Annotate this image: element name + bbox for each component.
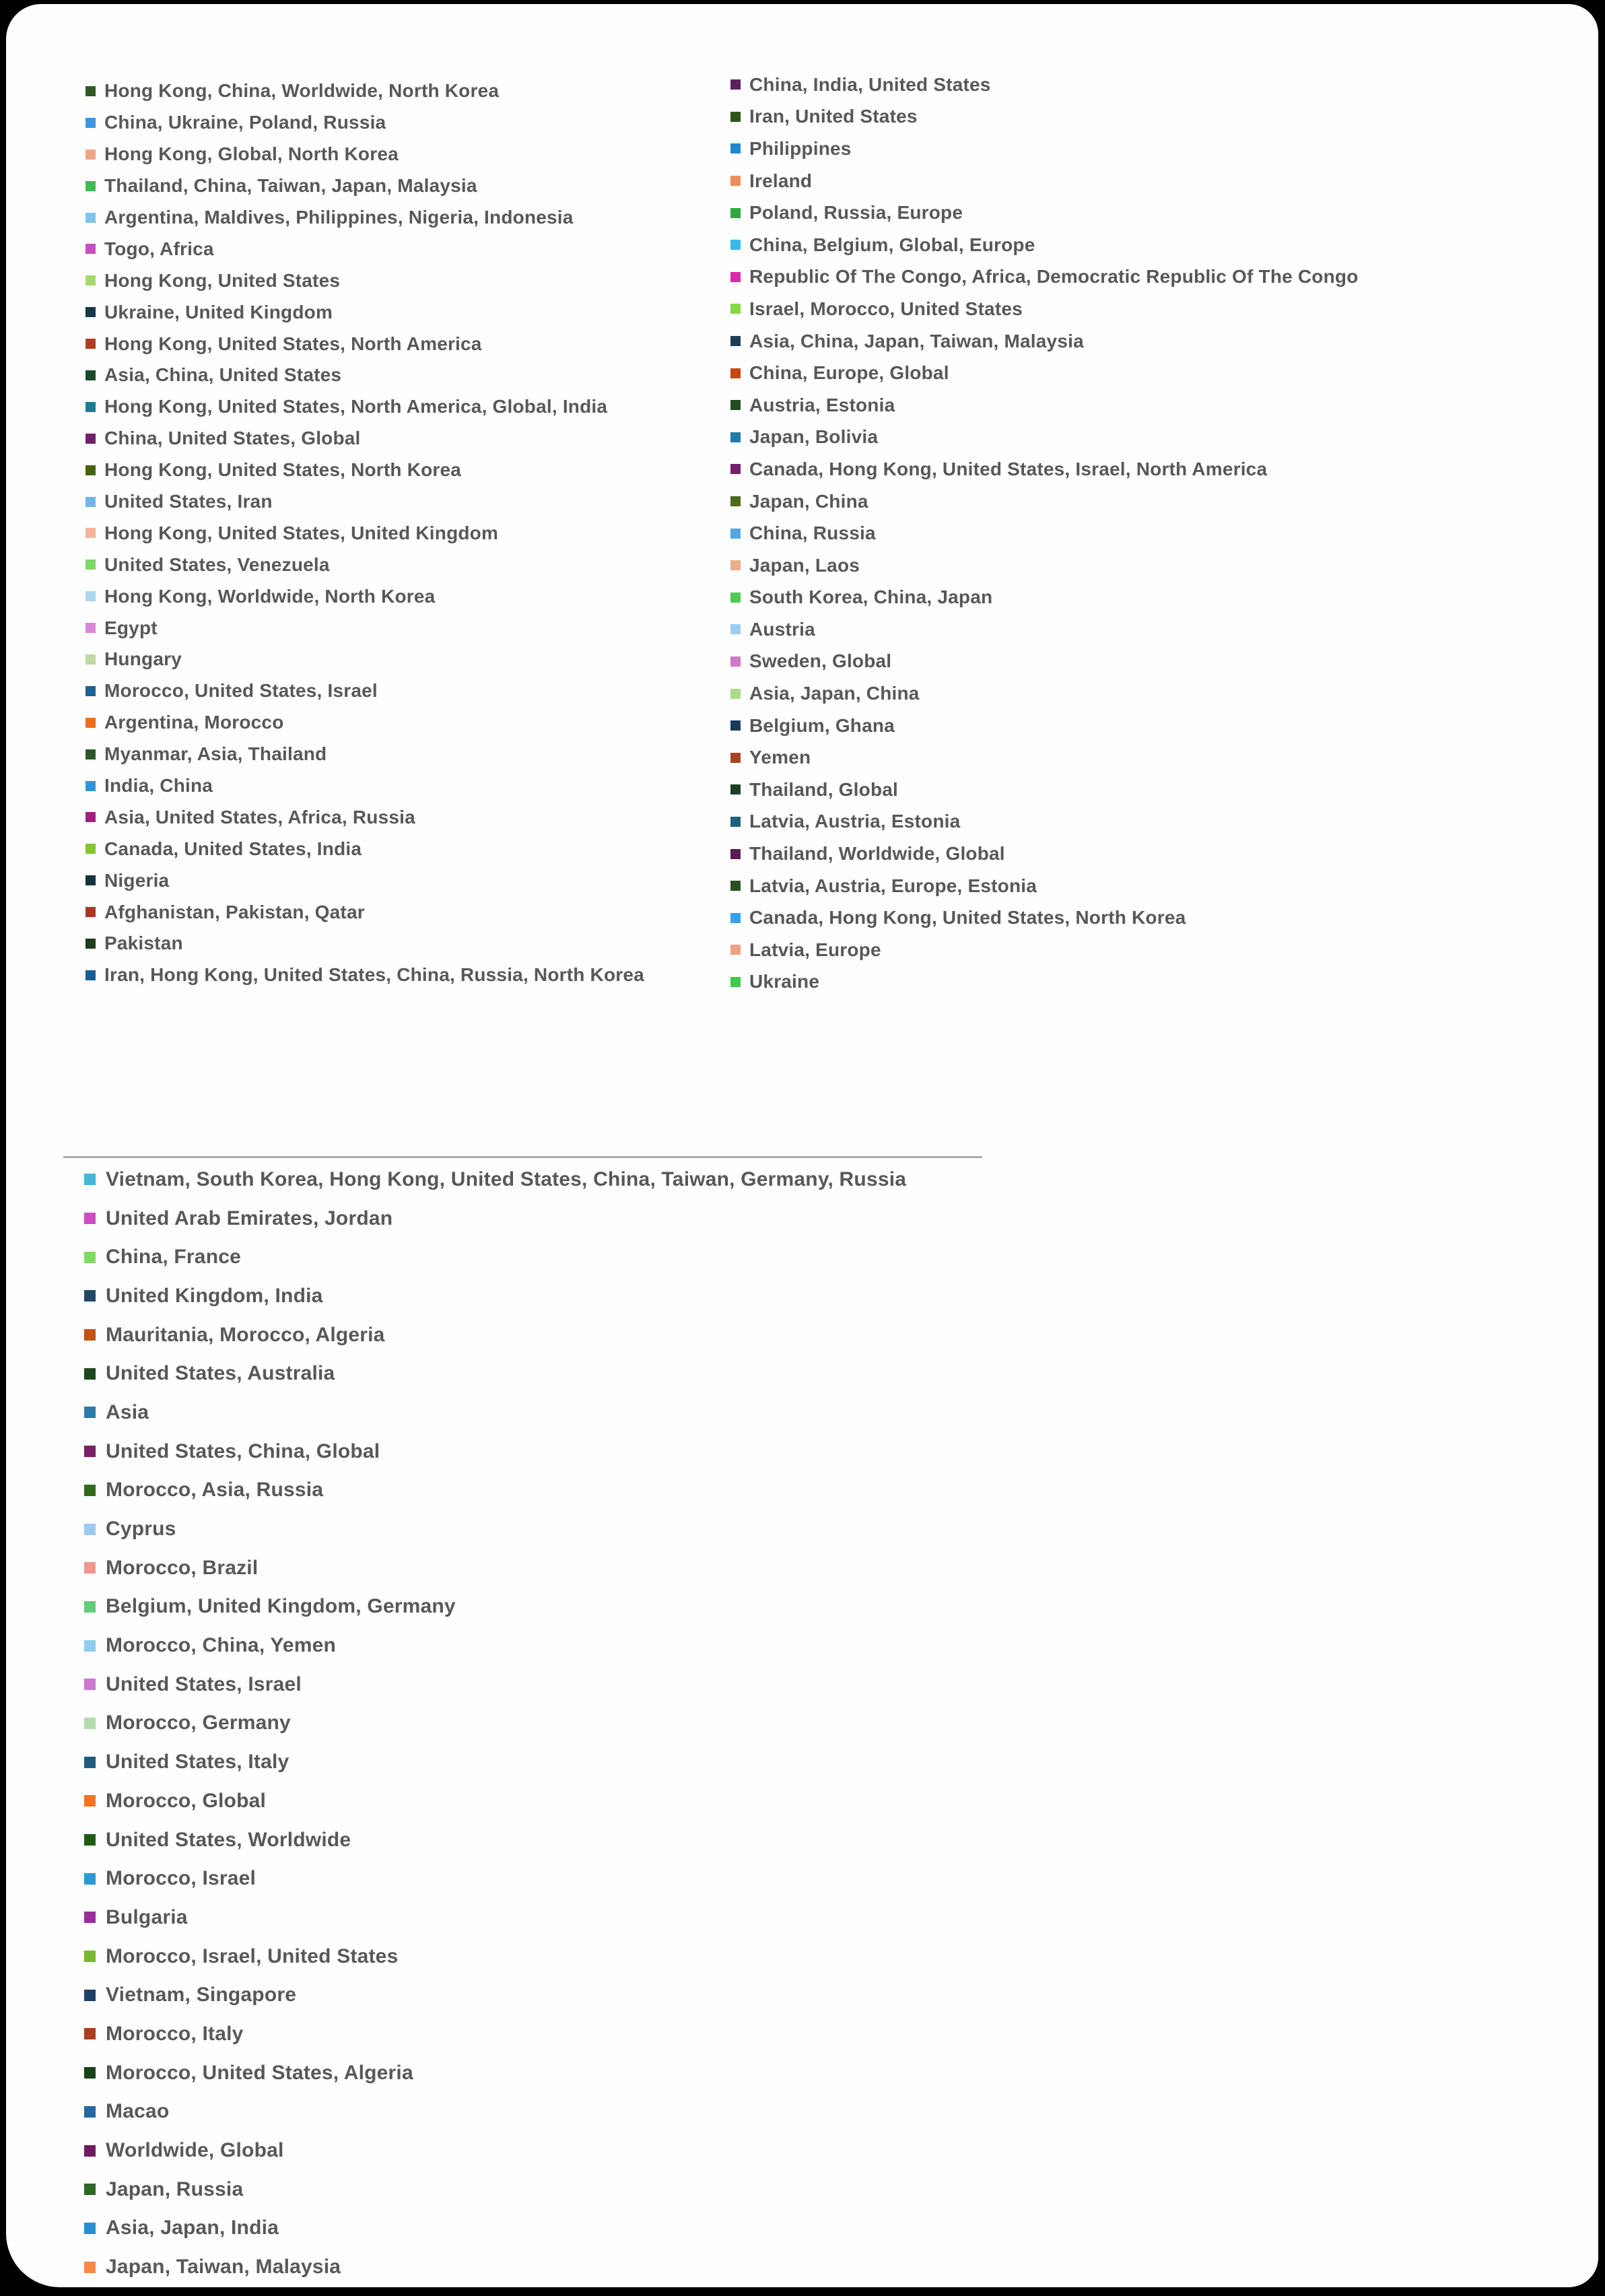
legend-item [86,959,644,991]
legend-label: Sweden, Global [749,650,892,672]
legend-item [86,675,644,707]
section-divider [63,1156,982,1158]
legend-item [730,357,1359,389]
legend-label: Asia, United States, Africa, Russia [104,806,415,828]
legend-item [730,934,1359,966]
legend-label: Hungary [104,648,182,670]
legend-item [730,325,1359,358]
legend-item [84,1238,906,1277]
legend-swatch-icon [86,181,96,191]
legend-swatch-icon [84,1757,96,1768]
legend-item [86,896,644,928]
legend-label: Macao [106,2100,170,2123]
legend-swatch-icon [730,79,741,90]
legend-swatch-icon [730,272,741,282]
legend-item [86,139,644,170]
legend-label: Hong Kong, China, Worldwide, North Korea [104,80,500,102]
legend-item [86,770,644,802]
legend-item [730,197,1359,229]
legend-item [84,2054,906,2093]
legend-swatch-icon [730,464,741,474]
legend-item [86,170,644,202]
legend-swatch-icon [86,939,96,949]
legend-swatch-icon [730,593,741,603]
legend-swatch-icon [86,213,96,223]
legend-label: Poland, Russia, Europe [749,202,963,224]
legend-label: Morocco, United States, Israel [104,680,378,702]
legend-label: United States, Worldwide [106,1828,351,1851]
legend-swatch-icon [86,275,96,285]
legend-swatch-icon [84,1795,96,1807]
legend-item [730,229,1359,261]
legend-item [730,453,1359,485]
legend-item [86,233,644,265]
legend-label: United States, Australia [106,1362,335,1385]
legend-label: Morocco, Israel [106,1867,257,1890]
legend-swatch-icon [84,1524,96,1535]
legend-label: Asia, Japan, India [106,2217,279,2239]
legend-item [84,1316,906,1355]
legend-swatch-icon [84,1485,96,1496]
legend-label: Pakistan [104,933,183,954]
legend-swatch-icon [86,718,96,728]
legend-swatch-icon [86,497,96,507]
legend-swatch-icon [730,753,741,763]
legend-swatch-icon [730,208,741,218]
legend-swatch-icon [86,654,96,665]
legend-swatch-icon [730,656,741,667]
legend-item [84,1510,906,1549]
legend-label: Ireland [749,170,813,191]
legend-item [86,107,644,139]
legend-swatch-icon [84,1679,96,1690]
legend-item [86,296,644,328]
legend-label: Belgium, Ghana [749,714,895,736]
legend-top-left [86,75,644,991]
legend-label: China, Russia [749,522,876,544]
legend-label: United States, Venezuela [104,553,330,575]
legend-item [84,1626,906,1665]
legend-swatch-icon [84,1912,96,1923]
legend-swatch-icon [84,1368,96,1380]
legend-swatch-icon [86,781,96,791]
legend-item [84,1277,906,1316]
legend-item [730,966,1359,999]
legend-item [84,1665,906,1704]
legend-label: Vietnam, South Korea, Hong Kong, United States, China, Taiwan, Germany, Russia [106,1168,907,1190]
legend-label: Hong Kong, United States, North America [104,333,482,354]
legend-item [84,1549,906,1588]
legend-swatch-icon [730,624,741,634]
legend-label: Asia [106,1400,149,1423]
legend-label: Egypt [104,617,158,638]
legend-label: Latvia, Europe [749,939,881,960]
legend-item [84,1588,906,1627]
legend-item [84,1432,906,1471]
legend-item [730,421,1359,454]
legend-swatch-icon [730,977,741,987]
legend-label: Hong Kong, United States [104,269,341,291]
legend-item [86,928,644,959]
legend-swatch-icon [86,434,96,444]
legend-item [86,612,644,644]
legend-swatch-icon [86,149,96,160]
legend-label: Vietnam, Singapore [106,1984,297,2006]
legend-label: Latvia, Austria, Europe, Estonia [749,875,1037,896]
legend-swatch-icon [730,143,741,154]
legend-swatch-icon [86,686,96,696]
legend-item [730,101,1359,133]
legend-label: United Arab Emirates, Jordan [106,1207,393,1229]
legend-swatch-icon [730,304,741,314]
legend-swatch-icon [84,1329,96,1341]
legend-swatch-icon [86,623,96,633]
legend-label: China, India, United States [749,73,991,95]
legend-bottom [84,1160,906,2287]
legend-label: Ukraine, United Kingdom [104,301,333,323]
legend-item [86,739,644,770]
legend-label: China, Ukraine, Poland, Russia [104,112,386,133]
legend-label: Afghanistan, Pakistan, Qatar [104,901,365,922]
legend-label: Morocco, Italy [106,2022,244,2045]
legend-label: Argentina, Morocco [104,712,284,733]
legend-swatch-icon [86,339,96,349]
legend-label: Cyprus [106,1518,176,1541]
legend-item [730,870,1359,902]
legend-swatch-icon [84,2223,96,2234]
legend-item [84,1704,906,1743]
legend-swatch-icon [730,336,741,346]
legend-swatch-icon [730,913,741,923]
legend-label: China, France [106,1246,241,1269]
legend-label: Hong Kong, Worldwide, North Korea [104,585,436,607]
legend-swatch-icon [730,529,741,539]
legend-item [84,2131,906,2170]
legend-label: Thailand, China, Taiwan, Japan, Malaysia [104,175,477,197]
legend-swatch-icon [84,1174,96,1185]
legend-item [730,133,1359,165]
legend-swatch-icon [730,176,741,186]
legend-label: Morocco, Germany [106,1712,291,1734]
legend-swatch-icon [84,1446,96,1457]
legend-label: Myanmar, Asia, Thailand [104,743,327,765]
legend-swatch-icon [86,875,96,885]
legend-swatch-icon [86,812,96,822]
legend-label: Israel, Morocco, United States [749,298,1023,319]
legend-item [84,1859,906,1898]
legend-swatch-icon [84,1990,96,2001]
legend-swatch-icon [86,591,96,601]
legend-item [86,801,644,833]
legend-label: Hong Kong, United States, North Korea [104,459,462,481]
legend-swatch-icon [86,528,96,538]
legend-item [86,391,644,423]
legend-item [730,613,1359,646]
legend-label: Republic Of The Congo, Africa, Democratic Republic Of The Congo [749,266,1359,288]
legend-swatch-icon [84,2106,96,2118]
legend-label: Morocco, Global [106,1789,267,1812]
legend-label: United States, Italy [106,1751,289,1774]
legend-label: Austria, Estonia [749,394,895,415]
legend-item [730,293,1359,325]
legend-label: India, China [104,775,213,797]
legend-item [730,646,1359,678]
legend-label: Latvia, Austria, Estonia [749,811,961,832]
legend-item [86,454,644,486]
legend-swatch-icon [86,560,96,570]
legend-label: Thailand, Global [749,778,898,800]
legend-swatch-icon [86,370,96,380]
legend-label: Japan, Bolivia [749,426,879,448]
legend-label: Asia, China, Japan, Taiwan, Malaysia [749,330,1084,351]
legend-swatch-icon [730,560,741,570]
legend-label: China, Europe, Global [749,362,949,384]
legend-item [730,741,1359,774]
legend-item [730,806,1359,838]
legend-swatch-icon [84,2262,96,2273]
legend-item [730,485,1359,518]
legend-item [84,1393,906,1432]
legend-item [86,707,644,739]
legend-swatch-icon [86,244,96,254]
legend-label: Bulgaria [106,1905,188,1928]
legend-item [86,644,644,675]
legend-label: Hong Kong, United States, United Kingdom [104,522,499,543]
legend-label: Japan, China [749,490,868,512]
legend-item [84,1743,906,1782]
legend-swatch-icon [86,844,96,854]
legend-swatch-icon [84,1213,96,1224]
legend-item [86,486,644,518]
legend-swatch-icon [730,112,741,122]
legend-label: United States, China, Global [106,1440,380,1462]
legend-swatch-icon [730,849,741,859]
legend-item [84,1821,906,1860]
legend-swatch-icon [84,1640,96,1652]
legend-swatch-icon [730,817,741,827]
legend-swatch-icon [84,1601,96,1613]
legend-label: Hong Kong, United States, North America, Global, India [104,396,608,417]
legend-item [730,165,1359,197]
legend-item [86,265,644,296]
legend-item [86,360,644,391]
legend-item [84,1471,906,1510]
legend-swatch-icon [84,2145,96,2157]
legend-item [86,580,644,612]
legend-item [730,677,1359,710]
legend-label: China, United States, Global [104,428,361,449]
legend-swatch-icon [86,907,96,917]
legend-swatch-icon [84,1252,96,1263]
legend-label: Ukraine [749,971,820,992]
legend-item [730,710,1359,742]
legend-swatch-icon [730,881,741,891]
legend-swatch-icon [86,749,96,759]
legend-swatch-icon [730,720,741,731]
legend-swatch-icon [730,689,741,699]
legend-label: Yemen [749,747,811,768]
legend-label: Morocco, China, Yemen [106,1634,337,1657]
legend-label: Canada, Hong Kong, United States, Israel, North America [749,458,1268,479]
legend-top-right [730,69,1359,998]
legend-item [84,1354,906,1393]
legend-label: United States, Israel [106,1673,302,1695]
legend-swatch-icon [86,307,96,317]
legend-label: Morocco, United States, Algeria [106,2061,413,2084]
legend-swatch-icon [730,945,741,955]
legend-item [86,549,644,580]
legend-swatch-icon [84,1873,96,1885]
legend-swatch-icon [86,970,96,980]
legend-item [84,2093,906,2132]
legend-swatch-icon [86,118,96,128]
legend-label: Belgium, United Kingdom, Germany [106,1595,456,1618]
legend-item [730,902,1359,934]
legend-item [86,865,644,896]
legend-swatch-icon [730,432,741,442]
legend-label: Canada, Hong Kong, United States, North Korea [749,907,1186,928]
legend-item [84,1898,906,1937]
legend-swatch-icon [730,368,741,378]
legend-label: Austria [749,618,815,640]
legend-label: Hong Kong, Global, North Korea [104,143,399,165]
legend-item [86,202,644,234]
legend-label: Japan, Laos [749,554,860,576]
legend-label: South Korea, China, Japan [749,586,993,608]
legend-label: Argentina, Maldives, Philippines, Nigeria, Indonesia [104,207,574,228]
legend-item [84,1199,906,1238]
legend-label: Togo, Africa [104,238,214,259]
legend-item [730,582,1359,614]
legend-label: Philippines [749,137,852,159]
legend-label: Iran, United States [749,106,918,127]
legend-swatch-icon [84,1290,96,1302]
legend-label: Japan, Russia [106,2177,244,2200]
legend-label: Thailand, Worldwide, Global [749,843,1005,865]
legend-label: Nigeria [104,869,170,891]
legend-item [730,838,1359,870]
legend-item [730,517,1359,549]
legend-label: Mauritania, Morocco, Algeria [106,1323,385,1346]
legend-item [84,1160,906,1199]
legend-item [86,833,644,865]
legend-label: Iran, Hong Kong, United States, China, Russia, North Korea [104,964,644,986]
legend-item [730,69,1359,101]
legend-swatch-icon [84,1562,96,1574]
legend-swatch-icon [86,402,96,412]
legend-swatch-icon [730,240,741,250]
legend-item [84,2170,906,2209]
legend-label: China, Belgium, Global, Europe [749,234,1035,255]
legend-item [84,2015,906,2054]
legend-swatch-icon [84,1718,96,1729]
legend-swatch-icon [730,400,741,410]
legend-item [84,1976,906,2015]
legend-swatch-icon [84,2184,96,2195]
legend-item [730,774,1359,806]
legend-item [84,2209,906,2248]
legend-item [86,328,644,360]
legend-label: Morocco, Israel, United States [106,1945,399,1967]
legend-item [730,549,1359,582]
legend-item [84,1937,906,1976]
legend-item [730,261,1359,294]
legend-item [86,423,644,454]
legend-label: Asia, Japan, China [749,683,920,704]
legend-swatch-icon [86,465,96,475]
legend-item [84,2248,906,2287]
legend-label: Canada, United States, India [104,838,362,859]
legend-swatch-icon [84,1834,96,1846]
legend-label: Japan, Taiwan, Malaysia [106,2256,341,2278]
legend-swatch-icon [84,2067,96,2079]
legend-swatch-icon [84,2028,96,2039]
legend-swatch-icon [730,496,741,506]
legend-item [730,389,1359,421]
legend-label: Morocco, Brazil [106,1556,259,1579]
legend-swatch-icon [84,1951,96,1962]
legend-label: United States, Iran [104,491,273,512]
legend-item [86,75,644,107]
legend-swatch-icon [730,784,741,795]
legend-swatch-icon [86,86,96,96]
legend-label: Asia, China, United States [104,364,342,386]
legend-label: Worldwide, Global [106,2139,284,2162]
legend-item [86,517,644,549]
content-panel [6,4,1598,2287]
legend-swatch-icon [84,1407,96,1418]
legend-label: Morocco, Asia, Russia [106,1479,324,1501]
legend-item [84,1782,906,1821]
legend-label: United Kingdom, India [106,1284,323,1307]
